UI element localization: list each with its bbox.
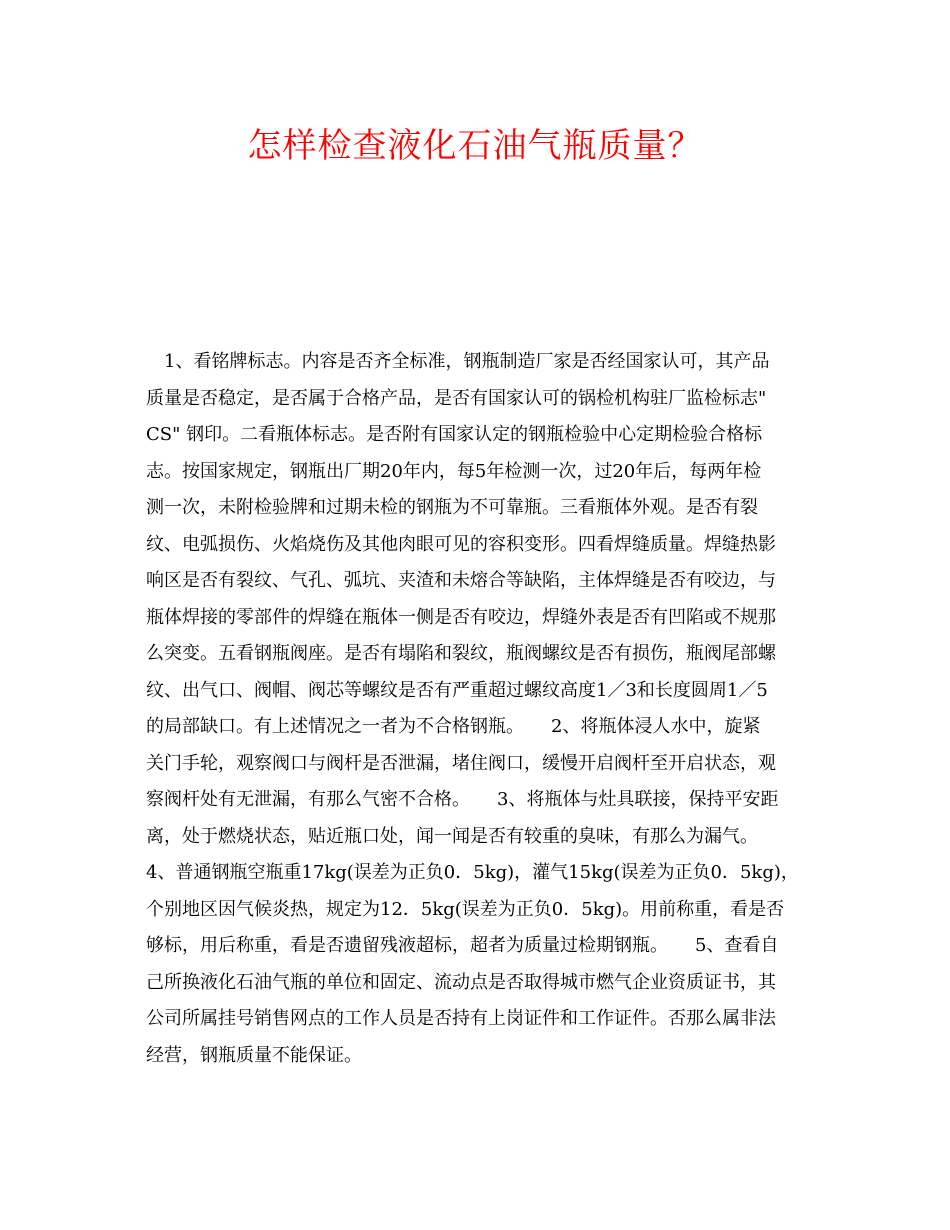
body-line: 够标，用后称重，看是否遗留残液超标，超者为质量过检期钢瓶。 5、查看自 — [146, 935, 779, 956]
body-line: 离，处于燃烧状态，贴近瓶口处，闻一闻是否有较重的臭味，有那么为漏气。 — [146, 825, 758, 847]
body-line: 志。按国家规定，钢瓶出厂期20年内，每5年检测一次，过20年后，每两年检 — [146, 460, 762, 482]
body-line: 测一次，未附检验牌和过期未检的钢瓶为不可靠瓶。三看瓶体外观。是否有裂 — [146, 497, 758, 518]
body-line: 公司所属挂号销售网点的工作人员是否持有上岗证件和工作证件。否那么属非法 — [146, 1008, 776, 1029]
body-line: 察阀杆处有无泄漏，有那么气密不合格。 3、将瓶体与灶具联接，保持平安距 — [146, 789, 779, 810]
body-line: 己所换液化石油气瓶的单位和固定、流动点是否取得城市燃气企业资质证书，其 — [146, 971, 776, 993]
body-line: 瓶体焊接的零部件的焊缝在瓶体一侧是否有咬边，焊缝外表是否有凹陷或不规那 — [146, 606, 776, 628]
body-line: 1、看铭牌标志。内容是否齐全标准，钢瓶制造厂家是否经国家认可，其产品 — [146, 351, 770, 372]
body-line: CS" 钢印。二看瓶体标志。是否附有国家认定的钢瓶检验中心定期检验合格标 — [146, 424, 763, 445]
body-line: 质量是否稳定，是否属于合格产品，是否有国家认可的锅检机构驻厂监检标志" — [146, 387, 767, 409]
body-line: 响区是否有裂纹、气孔、弧坑、夹渣和未熔合等缺陷，主体焊缝是否有咬边，与 — [146, 570, 776, 591]
body-line: 经营，钢瓶质量不能保证。 — [146, 1044, 362, 1066]
body-line: 个别地区因气候炎热，规定为12．5kg(误差为正负0．5kg)。用前称重，看是否 — [146, 898, 785, 920]
body-line: 纹、电弧损伤、火焰烧伤及其他肉眼可见的容积变形。四看焊缝质量。焊缝热影 — [146, 533, 776, 555]
body-line: 关门手轮，观察阀口与阀杆是否泄漏，堵住阀口，缓慢开启阀杆至开启状态，观 — [146, 752, 776, 774]
body-line: 纹、出气口、阀帽、阀芯等螺纹是否有严重超过螺纹高度1／3和长度圆周1／5 — [146, 679, 768, 701]
body-line: 4、普通钢瓶空瓶重17kg(误差为正负0．5kg)，灌气15kg(误差为正负0．5kg)， — [146, 862, 799, 883]
body-line: 么突变。五看钢瓶阀座。是否有塌陷和裂纹，瓶阀螺纹是否有损伤，瓶阀尾部螺 — [146, 643, 776, 664]
body-line: 的局部缺口。有上述情况之一者为不合格钢瓶。 2、将瓶体浸人水中，旋紧 — [146, 716, 761, 737]
document-body — [146, 344, 806, 1074]
document-title: 怎样检查液化石油气瓶质量？ — [247, 126, 703, 166]
